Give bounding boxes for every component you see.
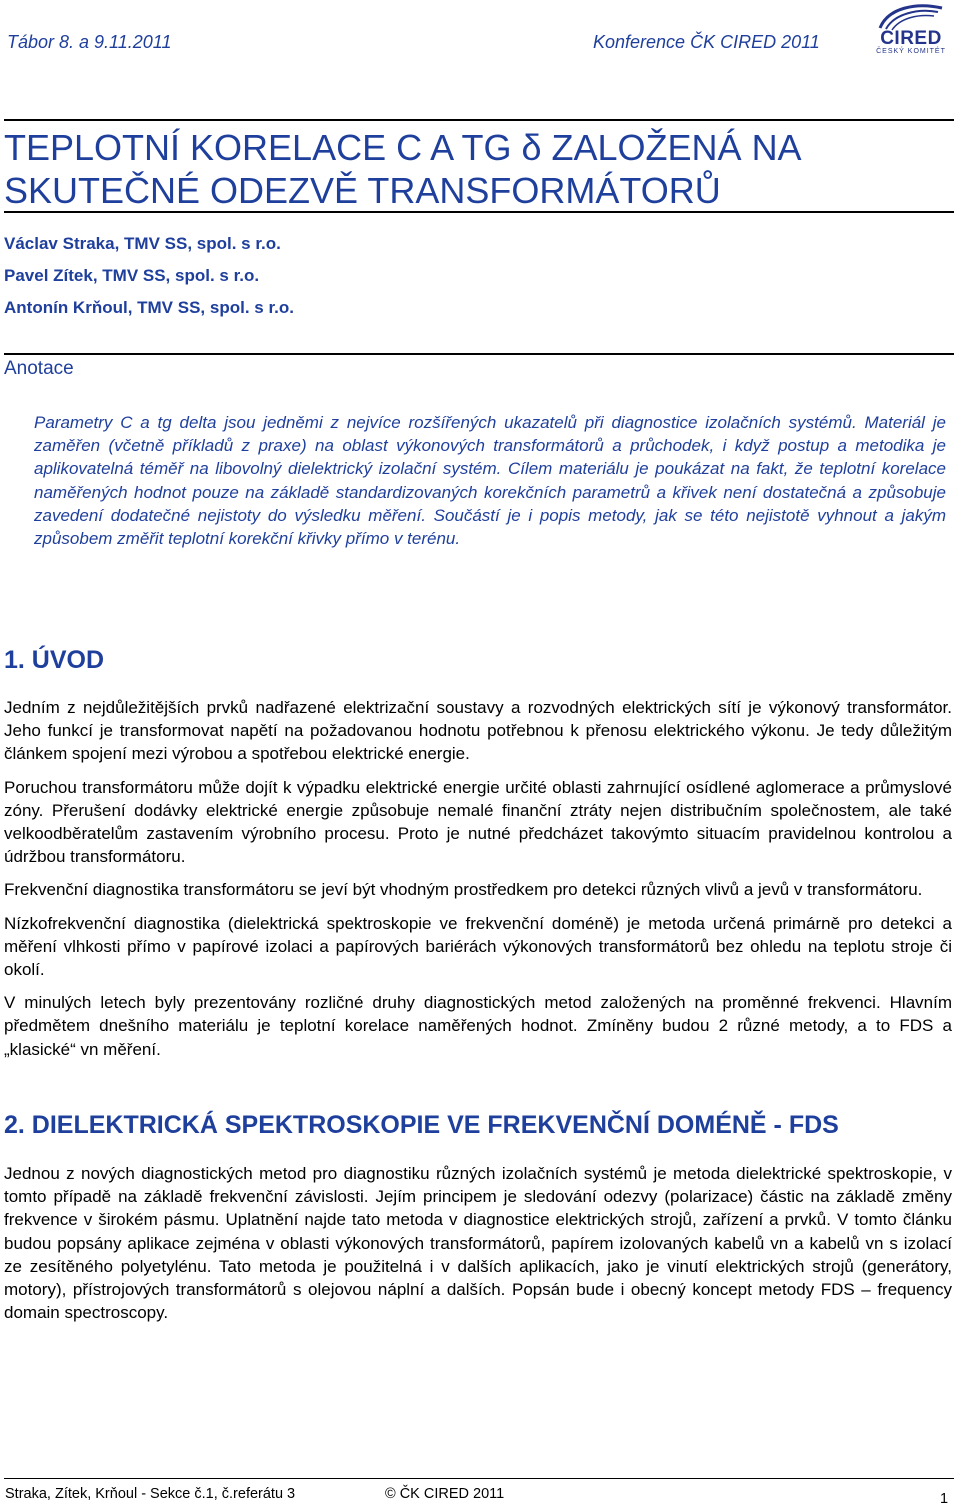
paragraph: Poruchou transformátoru může dojít k výpadku elektrické energie určité oblasti zahrnující osídlené aglomerace a průmyslové zóny. Přerušení dodávky elektrické energie způsobuje nemalé finanční ztráty nejen distribučním společnostem, ale také velkoodběratelům zastavením výrobního procesu. Proto je nutné předcházet takovýmto situacím pravidelnou kontrolou a údržbou transformátoru. — [4, 777, 952, 867]
page-header — [0, 0, 960, 80]
paragraph: Jedním z nejdůležitějších prvků nadřazené elektrizační soustavy a rozvodných elektrických sítí je výkonový transformátor. Jeho funkcí je transformovat napětí na požadovanou hodnotu potřebnou k přenosu elektrického výkonu. Je tedy důležitým článkem spojení mezi výrobou a spotřebou elektrické energie. — [4, 698, 952, 764]
author-line: Pavel Zítek, TMV SS, spol. s r.o. — [4, 266, 260, 285]
logo-wordmark: CIRED — [880, 28, 942, 49]
logo-subtext: ČESKÝ KOMITÉT — [876, 48, 946, 55]
authors-rule — [4, 353, 954, 355]
author-line: Antonín Krňoul, TMV SS, spol. s r.o. — [4, 298, 294, 317]
header-conference: Konference ČK CIRED 2011 — [593, 32, 820, 52]
footer-copyright: © ČK CIRED 2011 — [385, 1486, 505, 1502]
page-number: 1 — [940, 1491, 949, 1507]
cired-logo — [866, 2, 956, 60]
author-list — [4, 228, 294, 324]
footer-rule — [4, 1478, 954, 1479]
header-date: Tábor 8. a 9.11.2011 — [7, 32, 172, 52]
paragraph: Nízkofrekvenční diagnostika (dielektrická spektroskopie ve frekvenční doméně) je metoda určená primárně pro detekci a měření vlhkosti přímo v papírové izolaci a papírových bariérách výkonových transformátorů bez ohledu na teplotu stroje či okolí. — [4, 913, 952, 980]
footer-authors: Straka, Zítek, Krňoul - Sekce č.1, č.referátu 3 — [5, 1486, 296, 1502]
section-heading-fds: 2. DIELEKTRICKÁ SPEKTROSKOPIE VE FREKVENČNÍ DOMÉNĚ - FDS — [4, 1111, 839, 1139]
paragraph: V minulých letech byly prezentovány rozličné druhy diagnostických metod založených na proměnné frekvenci. Hlavním předmětem dnešního materiálu je teplotní korelace naměřených hodnot. Zmíněny budou 2 různé metody, a to FDS a „klasické“ vn měření. — [4, 993, 952, 1059]
title-rule — [4, 211, 954, 213]
page-title: TEPLOTNÍ KORELACE C A TG δ ZALOŽENÁ NA SKUTEČNÉ ODEZVĚ TRANSFORMÁTORŮ — [4, 127, 800, 211]
author-line: Václav Straka, TMV SS, spol. s r.o. — [4, 234, 281, 253]
section-heading-uvod: 1. ÚVOD — [4, 646, 105, 674]
section-body-uvod — [4, 696, 952, 1071]
paragraph: Frekvenční diagnostika transformátoru se jeví být vhodným prostředkem pro detekci různých vlivů a jevů v transformátoru. — [4, 880, 923, 900]
abstract-heading: Anotace — [4, 358, 74, 379]
header-rule — [4, 119, 954, 121]
section-body-fds — [4, 1162, 952, 1334]
abstract-text: Parametry C a tg delta jsou jedněmi z nejvíce rozšířených ukazatelů při diagnostice izolačních systémů. Materiál je zaměřen (včetně příkladů z praxe) na oblast výkonových transformátorů a průchodek, i když postup a metodika je aplikovatelná téměř na libovolný dielektrický izolační systém. Cílem materiálu je poukázat na fakt, že teplotní korelace naměřených hodnot pouze na základě standardizovaných korekčních parametrů a křivek není dostatečná a způsobuje zavedení dodatečné nejistoty do výsledku měření. Součástí je i popis metody, jak se této nejistotě vyhnout a jakým způsobem změřit teplotní korekční křivky přímo v terénu. — [34, 413, 946, 549]
paragraph: Jednou z nových diagnostických metod pro diagnostiku různých izolačních systémů je metoda dielektrické spektroskopie, v tomto případě na základě frekvenční závislosti. Jejím principem je sledování odezvy (polarizace) částic na základě změny frekvence v širokém pásmu. Uplatnění najde tato metoda v diagnostice elektrických strojů, zařízení a prvků. V tomto článku budou popsány aplikace zejména v oblasti výkonových transformátorů, papírem izolovaných kabelů vn a kabelů vn s izolací ze zesítěného polyetylénu. Tato metoda je použitelná i v dalších aplikacích, jako je vinutí elektrických strojů (generátory, motory), přístrojových transformátorů s olejovou náplní a dalších. Popsán bude i obecný koncept metody FDS – frequency domain spectroscopy. — [4, 1164, 952, 1323]
